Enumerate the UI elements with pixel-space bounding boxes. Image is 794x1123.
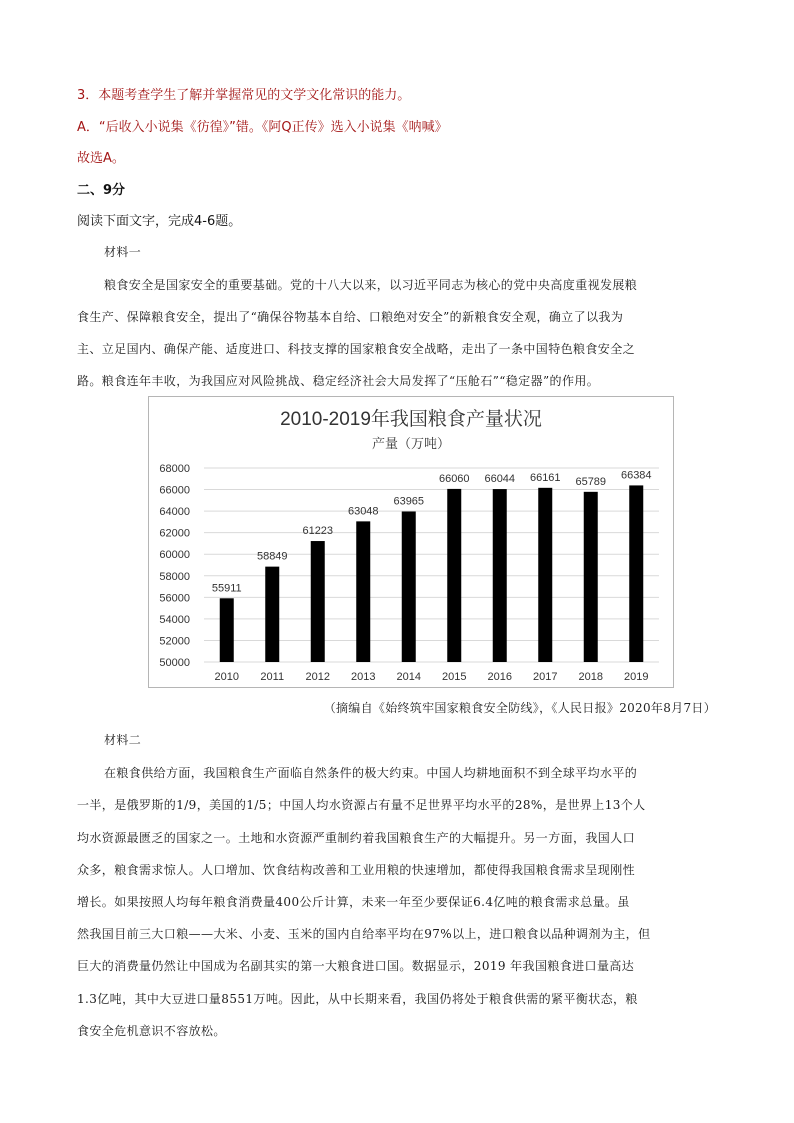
material1-line: 主、立足国内、确保产能、适度进口、科技支撑的国家粮食安全战略，走出了一条中国特色粮食安全之 xyxy=(77,342,636,356)
material2-line: 然我国目前三大口粮——大米、小麦、玉米的国内自给率平均在97%以上，进口粮食以品种调剂为主，但 xyxy=(77,927,651,941)
bar-2014 xyxy=(402,511,416,662)
y-tick-label: 58000 xyxy=(159,570,190,583)
material2-line: 巨大的消费量仍然让中国成为名副其实的第一大粮食进口国。数据显示，2019 年我国粮食进口量高达 xyxy=(77,959,635,973)
x-tick-label: 2014 xyxy=(396,671,421,683)
y-tick-label: 52000 xyxy=(159,635,190,648)
chart-title: 2010-2019年我国粮食产量状况 xyxy=(280,409,542,430)
x-tick-label: 2013 xyxy=(351,671,376,683)
material2-line: 增长。如果按照人均每年粮食消费量400公斤计算，未来一年至少要保证6.4亿吨的粮食需求总量。虽 xyxy=(77,895,630,909)
bar-value-label: 65789 xyxy=(575,475,607,488)
y-tick-label: 60000 xyxy=(159,549,190,562)
material1-line: 路。粮食连年丰收，为我国应对风险挑战、稳定经济社会大局发挥了“压舱石”“稳定器”的作用。 xyxy=(77,374,600,388)
bar-value-label: 63048 xyxy=(347,505,379,518)
bar-value-label: 66384 xyxy=(620,469,652,482)
x-tick-label: 2019 xyxy=(624,671,649,683)
y-tick-label: 64000 xyxy=(159,506,190,519)
material2-line: 一半，是俄罗斯的1/9，美国的1/5；中国人均水资源占有量不足世界平均水平的28%，是世界上13个人 xyxy=(77,798,646,812)
bar-2012 xyxy=(311,541,325,662)
y-tick-label: 50000 xyxy=(159,657,190,669)
bar-2017 xyxy=(538,488,552,662)
y-tick-label: 62000 xyxy=(159,527,190,540)
material2-line: 众多，粮食需求惊人。人口增加、饮食结构改善和工业用粮的快速增加，都使得我国粮食需求呈现刚性 xyxy=(77,863,636,877)
chart-subtitle: 产量（万吨） xyxy=(371,437,451,452)
bar-chart-svg xyxy=(149,397,673,687)
answer-line-2: A．“后收入小说集《彷徨》”错。《阿Q正传》选入小说集《呐喊》 xyxy=(77,120,448,135)
y-tick-label: 66000 xyxy=(159,484,190,497)
bar-2016 xyxy=(493,489,507,662)
bar-value-label: 55911 xyxy=(211,582,242,595)
bar-value-label: 63965 xyxy=(393,495,425,508)
material2-line: 1.3亿吨，其中大豆进口量8551万吨。因此，从中长期来看，我国仍将处于粮食供需的紧平衡状态，粮 xyxy=(77,992,638,1006)
y-tick-label: 56000 xyxy=(159,592,190,605)
material1-title: 材料一 xyxy=(104,245,142,259)
bar-2018 xyxy=(584,492,598,662)
material1-line: 食生产、保障粮食安全，提出了“确保谷物基本自给、口粮绝对安全”的新粮食安全观，确立了以我为 xyxy=(77,310,624,324)
material2-line: 食安全危机意识不容放松。 xyxy=(77,1024,226,1038)
y-axis-ticks xyxy=(159,463,190,669)
x-tick-label: 2011 xyxy=(260,671,285,683)
grain-output-chart xyxy=(148,396,674,688)
material1-line: 粮食安全是国家安全的重要基础。党的十八大以来，以习近平同志为核心的党中央高度重视发展粮 xyxy=(104,278,638,292)
bar-value-label: 66060 xyxy=(438,472,470,485)
section-instruction: 阅读下面文字，完成4-6题。 xyxy=(77,214,242,229)
x-tick-label: 2016 xyxy=(487,671,512,683)
bar-value-label: 66161 xyxy=(529,471,561,484)
y-tick-label: 68000 xyxy=(159,463,190,475)
x-tick-label: 2010 xyxy=(214,671,239,683)
section-heading: 二、9分 xyxy=(77,183,126,198)
x-axis-ticks xyxy=(215,671,649,683)
bar-value-label: 61223 xyxy=(302,525,334,538)
answer-line-1: 3．本题考查学生了解并掌握常见的文学文化常识的能力。 xyxy=(77,88,411,103)
x-tick-label: 2012 xyxy=(305,671,330,683)
answer-line-3: 故选A。 xyxy=(77,151,125,166)
material2-title: 材料二 xyxy=(104,733,142,747)
material2-line: 在粮食供给方面，我国粮食生产面临自然条件的极大约束。中国人均耕地面积不到全球平均水平的 xyxy=(104,766,638,780)
chart-bars xyxy=(220,485,644,662)
y-tick-label: 54000 xyxy=(159,613,190,626)
material2-line: 均水资源最匮乏的国家之一。土地和水资源严重制约着我国粮食生产的大幅提升。另一方面，我国人口 xyxy=(77,831,636,845)
bar-2013 xyxy=(356,521,370,662)
x-tick-label: 2017 xyxy=(533,671,558,683)
bar-2011 xyxy=(265,567,279,662)
bar-value-label: 58849 xyxy=(256,550,288,563)
x-tick-label: 2015 xyxy=(442,671,467,683)
bar-value-label: 66044 xyxy=(484,473,516,486)
bar-2019 xyxy=(629,485,643,662)
source-citation: （摘编自《始终筑牢国家粮食安全防线》，《人民日报》2020年8月7日） xyxy=(323,701,716,715)
x-tick-label: 2018 xyxy=(578,671,603,683)
bar-2010 xyxy=(220,598,234,662)
bar-2015 xyxy=(447,489,461,662)
